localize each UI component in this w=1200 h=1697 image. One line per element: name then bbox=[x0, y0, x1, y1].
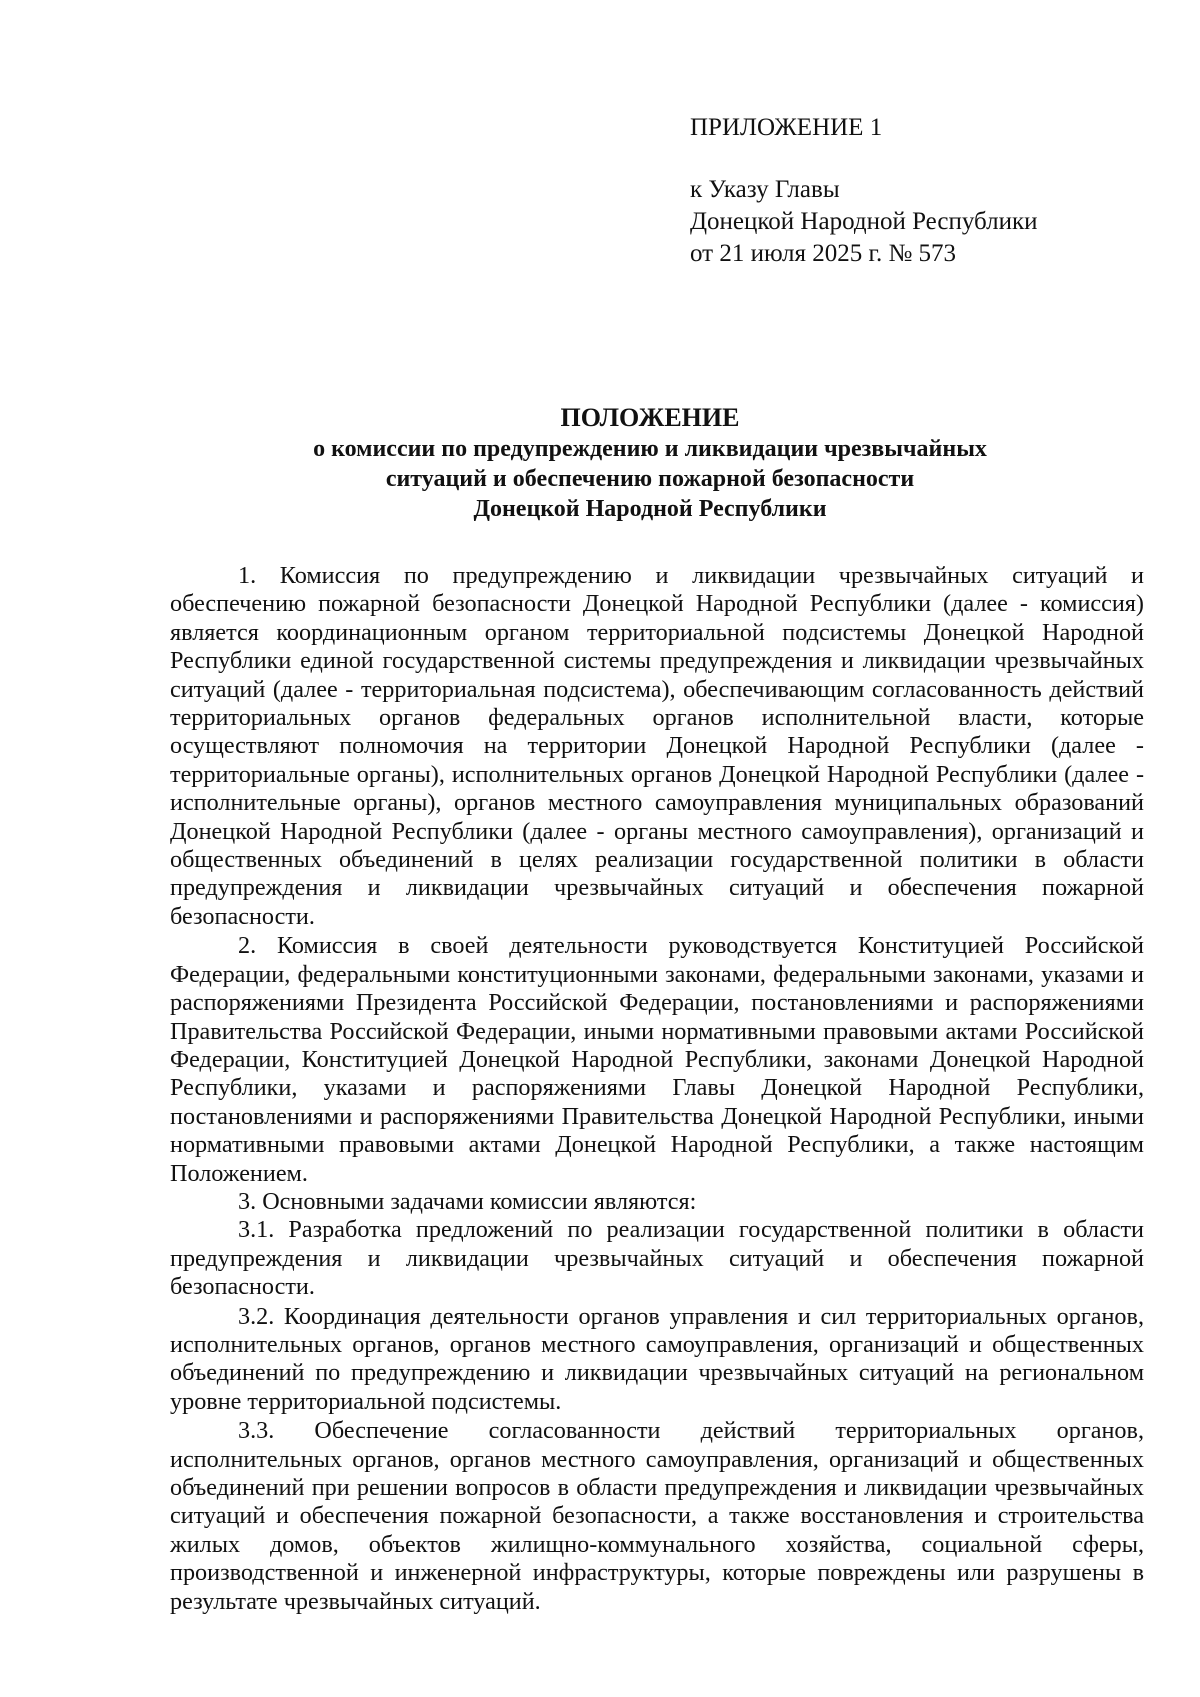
appendix-ref-line-3: от 21 июля 2025 г. № 573 bbox=[690, 240, 957, 267]
document-title bbox=[160, 402, 1140, 524]
paragraph-3: 3. Основными задачами комиссии являются: bbox=[238, 1187, 697, 1215]
title-line-2: ситуаций и обеспечению пожарной безопасности bbox=[385, 466, 915, 492]
title-main: ПОЛОЖЕНИЕ bbox=[560, 403, 740, 432]
paragraph-3-1: 3.1. Разработка предложений по реализации государственной политики в области предупреждения и ликвидации чрезвычайных ситуаций и обеспечения пожарной безопасности. bbox=[170, 1216, 1144, 1301]
paragraph-3-3: 3.3. Обеспечение согласованности действий территориальных органов, исполнительных органов, органов местного самоуправления, организаций и общественных объединений при решении вопросов в области предупреждения и ликвидации чрезвычайных ситуаций и обеспечения пожарной безопасности, а также восстановления и строительства жилых домов, объектов жилищно-коммунального хозяйства, социальной сферы, производственной и инженерной инфраструктуры, которые повреждены или разрушены в результате чрезвычайных ситуаций. bbox=[170, 1417, 1144, 1615]
appendix-header bbox=[690, 112, 1038, 270]
appendix-label: ПРИЛОЖЕНИЕ 1 bbox=[690, 114, 883, 141]
title-line-1: о комиссии по предупреждению и ликвидации чрезвычайных bbox=[313, 436, 987, 462]
document-body bbox=[170, 562, 1144, 1616]
appendix-ref-line-1: к Указу Главы bbox=[690, 176, 840, 203]
appendix-ref-line-2: Донецкой Народной Республики bbox=[690, 208, 1038, 235]
paragraph-3-2: 3.2. Координация деятельности органов управления и сил территориальных органов, исполнительных органов, органов местного самоуправления, организаций и общественных объединений по предупреждению и ликвидации чрезвычайных ситуаций на региональном уровне территориальной подсистемы. bbox=[170, 1302, 1144, 1415]
paragraph-2: 2. Комиссия в своей деятельности руководствуется Конституцией Российской Федерации, федеральными конституционными законами, федеральными законами, указами и распоряжениями Президента Российской Федерации, постановлениями и распоряжениями Правительства Российской Федерации, иными нормативными правовыми актами Российской Федерации, Конституцией Донецкой Народной Республики, законами Донецкой Народной Республики, указами и распоряжениями Главы Донецкой Народной Республики, постановлениями и распоряжениями Правительства Донецкой Народной Республики, иными нормативными правовыми актами Донецкой Народной Республики, а также настоящим Положением. bbox=[170, 932, 1144, 1187]
title-line-3: Донецкой Народной Республики bbox=[473, 496, 827, 522]
paragraph-1: 1. Комиссия по предупреждению и ликвидации чрезвычайных ситуаций и обеспечению пожарной безопасности Донецкой Народной Республики (далее - комиссия) является координационным органом территориальной подсистемы Донецкой Народной Республики единой государственной системы предупреждения и ликвидации чрезвычайных ситуаций (далее - территориальная подсистема), обеспечивающим согласованность действий территориальных органов федеральных органов исполнительной власти, которые осуществляют полномочия на территории Донецкой Народной Республики (далее - территориальные органы), исполнительных органов Донецкой Народной Республики (далее - исполнительные органы), органов местного самоуправления муниципальных образований Донецкой Народной Республики (далее - органы местного самоуправления), организаций и общественных объединений в целях реализации государственной политики в области предупреждения и ликвидации чрезвычайных ситуаций и обеспечения пожарной безопасности. bbox=[170, 562, 1144, 930]
appendix-reference bbox=[690, 174, 1038, 270]
